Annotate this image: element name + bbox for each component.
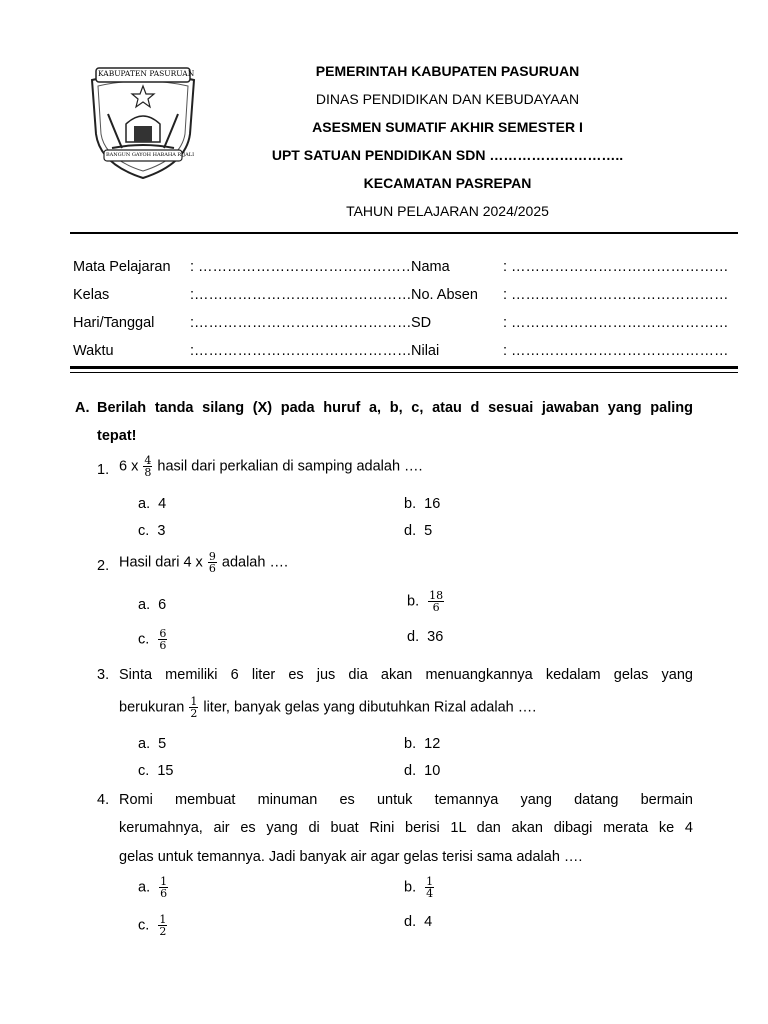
question-2-option-d[interactable]: d. 36 xyxy=(407,629,444,645)
regency-logo xyxy=(78,64,208,182)
section-instruction: Berilah tanda silang (X) pada huruf a, b, c, atau d sesuai jawaban yang paling xyxy=(97,400,693,416)
header-assessment: ASESMEN SUMATIF AKHIR SEMESTER I xyxy=(312,119,583,135)
question-1-fraction: $\frac{4}{8}$ xyxy=(144,454,152,479)
question-3-line1: Sinta memiliki 6 liter es jus dia akan menuangkannya kedalam gelas yang xyxy=(119,667,693,683)
header-divider xyxy=(70,232,738,234)
question-2-fraction: $\frac{9}{6}$ xyxy=(208,550,216,575)
logo-text-top: KABUPATEN PASURUAN xyxy=(98,69,195,78)
question-3-option-c[interactable]: c. 15 xyxy=(138,763,174,779)
question-2-number: 2. xyxy=(97,558,110,574)
question-3-fraction: $\frac{1}{2}$ xyxy=(190,695,198,720)
info-value-class: :……………………………………… xyxy=(190,287,412,303)
info-value-sd: : ……………………………………… xyxy=(503,315,729,331)
info-divider-thick xyxy=(70,366,738,369)
info-value-score: : ……………………………………… xyxy=(503,343,729,359)
info-label-score: Nilai xyxy=(411,343,440,359)
info-label-absence-no: No. Absen xyxy=(411,287,478,303)
info-divider-thin xyxy=(70,372,738,373)
question-1-post: hasil dari perkalian di samping adalah …. xyxy=(157,458,423,475)
question-4-option-a[interactable]: a. $\frac{1}{6}$ xyxy=(138,875,168,900)
question-2-option-c-fraction: $\frac{6}{6}$ xyxy=(159,627,167,652)
question-3-option-b[interactable]: b. 12 xyxy=(404,736,441,752)
question-2-option-b-fraction: $\frac{18}{6}$ xyxy=(429,589,444,614)
question-4-option-c[interactable]: c. $\frac{1}{2}$ xyxy=(138,913,167,938)
info-value-time: :……………………………………… xyxy=(190,343,412,359)
question-1-pre: 6 x xyxy=(119,458,139,475)
question-2-pre: Hasil dari 4 x xyxy=(119,554,203,571)
info-label-sd: SD xyxy=(411,315,432,331)
question-1-option-d[interactable]: d. 5 xyxy=(404,523,433,539)
question-3-option-a[interactable]: a. 5 xyxy=(138,736,167,752)
info-value-absence-no: : ……………………………………… xyxy=(503,287,729,303)
question-4-number: 4. xyxy=(97,792,110,808)
question-1-option-a[interactable]: a. 4 xyxy=(138,496,167,512)
question-4-option-b[interactable]: b. $\frac{1}{4}$ xyxy=(404,875,434,900)
question-4-option-c-fraction: $\frac{1}{2}$ xyxy=(159,913,167,938)
question-2-option-b[interactable]: b. $\frac{18}{6}$ xyxy=(407,589,444,614)
question-1-number: 1. xyxy=(97,462,110,478)
question-3-option-d[interactable]: d. 10 xyxy=(404,763,441,779)
question-2-post: adalah …. xyxy=(221,554,288,571)
header-department: DINAS PENDIDIKAN DAN KEBUDAYAAN xyxy=(315,91,580,107)
header-school-year: TAHUN PELAJARAN 2024/2025 xyxy=(346,203,549,219)
question-2-option-c[interactable]: c. $\frac{6}{6}$ xyxy=(138,627,167,652)
info-label-class: Kelas xyxy=(73,287,110,303)
section-letter: A. xyxy=(75,400,90,416)
section-instruction-end: tepat! xyxy=(97,428,137,444)
question-4-line2: kerumahnya, air es yang di buat Rini berisi 1L dan akan dibagi merata ke 4 xyxy=(119,820,693,836)
header-school: UPT SATUAN PENDIDIKAN SDN ……………………….. xyxy=(271,147,624,163)
question-4-line3: gelas untuk temannya. Jadi banyak air agar gelas terisi sama adalah …. xyxy=(119,849,583,865)
question-4-option-d[interactable]: d. 4 xyxy=(404,914,433,930)
info-value-name: : ……………………………………… xyxy=(503,259,729,275)
question-4-option-a-fraction: $\frac{1}{6}$ xyxy=(160,875,168,900)
question-2-option-a[interactable]: a. 6 xyxy=(138,597,167,613)
info-label-name: Nama xyxy=(411,259,450,275)
info-label-date: Hari/Tanggal xyxy=(73,315,155,331)
info-label-time: Waktu xyxy=(73,343,114,359)
question-4-line1: Romi membuat minuman es untuk temannya yang datang bermain xyxy=(119,792,693,808)
question-1-option-c[interactable]: c. 3 xyxy=(138,523,166,539)
logo-text-bottom: BANGUN GAYOH HABAHA RIJALI xyxy=(106,152,195,158)
question-3-post: liter, banyak gelas yang dibutuhkan Rizal adalah …. xyxy=(203,699,537,716)
header-district: KECAMATAN PASREPAN xyxy=(363,175,532,191)
info-value-date: :……………………………………… xyxy=(190,315,412,331)
question-3-line2 xyxy=(119,696,536,719)
question-4-option-b-fraction: $\frac{1}{4}$ xyxy=(426,875,434,900)
info-value-subject: : ……………………………………… xyxy=(190,259,416,275)
question-3-number: 3. xyxy=(97,667,110,683)
header-government: PEMERINTAH KABUPATEN PASURUAN xyxy=(315,63,580,79)
question-1-text xyxy=(119,455,423,478)
question-1-option-b[interactable]: b. 16 xyxy=(404,496,441,512)
question-2-text xyxy=(119,551,288,574)
info-label-subject: Mata Pelajaran xyxy=(73,259,171,275)
question-3-pre: berukuran xyxy=(119,699,185,716)
